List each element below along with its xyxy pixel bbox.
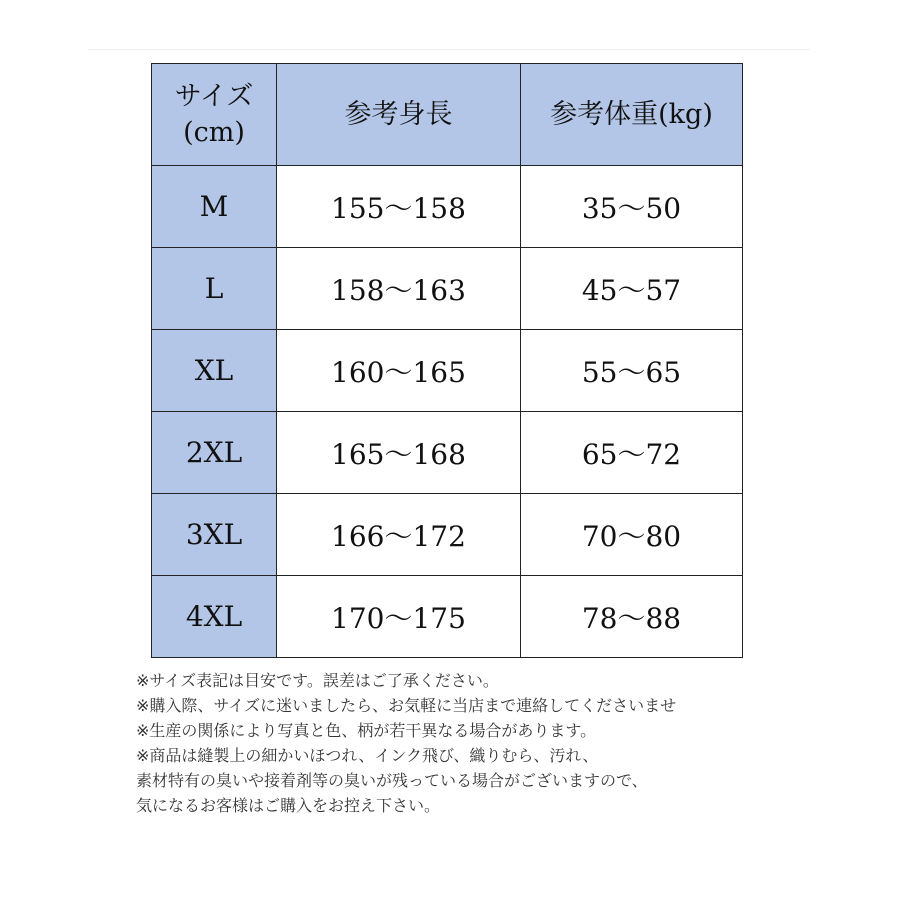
table-row [152, 166, 743, 248]
table-row [152, 330, 743, 412]
table-row [152, 576, 743, 658]
weight-cell: 55〜65 [521, 330, 743, 412]
header-weight-cell [521, 64, 743, 166]
top-divider [88, 49, 810, 50]
size-cell: 4XL [152, 576, 277, 658]
weight-cell: 78〜88 [521, 576, 743, 658]
height-cell: 155〜158 [277, 166, 521, 248]
header-size-label: サイズ [174, 80, 254, 112]
height-cell: 170〜175 [277, 576, 521, 658]
table-row [152, 248, 743, 330]
note-line: 素材特有の臭いや接着剤等の臭いが残っている場合がございますので、 [136, 771, 648, 790]
note-line: 気になるお客様はご購入をお控え下さい。 [136, 796, 441, 815]
height-cell: 166〜172 [277, 494, 521, 576]
header-size-unit: (cm) [183, 116, 245, 148]
size-chart-table [151, 63, 743, 658]
weight-cell: 65〜72 [521, 412, 743, 494]
note-line: ※生産の関係により写真と色、柄が若干異なる場合があります。 [136, 721, 597, 740]
size-cell: XL [152, 330, 277, 412]
size-cell: 2XL [152, 412, 277, 494]
header-height-cell [277, 64, 521, 166]
weight-cell: 45〜57 [521, 248, 743, 330]
header-size-cell [152, 64, 277, 166]
size-cell: M [152, 166, 277, 248]
note-line: ※購入際、サイズに迷いましたら、お気軽に当店まで連絡してくださいませ [136, 696, 677, 715]
note-line: ※商品は縫製上の細かいほつれ、インク飛び、織りむら、汚れ、 [136, 746, 599, 765]
weight-cell: 35〜50 [521, 166, 743, 248]
height-cell: 160〜165 [277, 330, 521, 412]
table-row [152, 412, 743, 494]
header-weight-label: 参考体重(kg) [550, 98, 713, 130]
size-cell: 3XL [152, 494, 277, 576]
height-cell: 165〜168 [277, 412, 521, 494]
height-cell: 158〜163 [277, 248, 521, 330]
header-height-label: 参考身長 [344, 98, 453, 130]
size-cell: L [152, 248, 277, 330]
notes-block [136, 668, 796, 818]
table-header-row [152, 64, 743, 166]
note-line: ※サイズ表記は目安です。誤差はご了承ください。 [136, 671, 499, 690]
weight-cell: 70〜80 [521, 494, 743, 576]
table-row [152, 494, 743, 576]
